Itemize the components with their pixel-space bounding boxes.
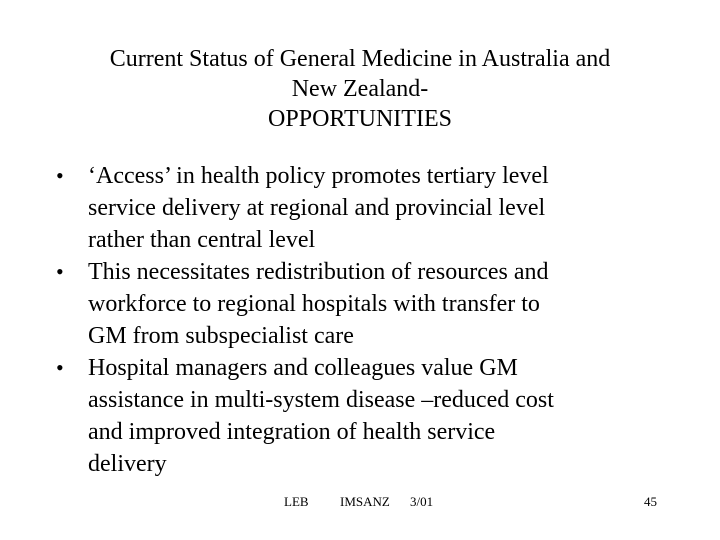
footer-date: 3/01 [410,494,434,509]
footer-author: LEB [284,494,309,509]
bullet-text-line: This necessitates redistribution of resources and [88,259,549,285]
bullet-icon: • [56,163,64,188]
bullet-item [56,256,676,352]
bullet-text-line: rather than central level [88,227,316,253]
bullet-item [56,160,676,256]
bullet-text-line: GM from subspecialist care [88,323,354,349]
footer-org: IMSANZ [340,494,390,509]
bullet-text-line: ‘Access’ in health policy promotes tertiary level [88,163,549,189]
bullet-icon: • [56,355,64,380]
bullet-list [56,160,676,480]
bullet-text-line: assistance in multi-system disease –reduced cost [88,387,554,413]
bullet-text-line: and improved integration of health service [88,419,496,445]
bullet-text-line: Hospital managers and colleagues value GM [88,355,518,381]
bullet-text-line: service delivery at regional and provincial level [88,195,546,221]
bullet-text-line: delivery [88,451,167,477]
bullet-text-line: workforce to regional hospitals with transfer to [88,291,540,317]
bullet-icon: • [56,259,64,284]
title-line: New Zealand- [291,76,429,102]
bullet-item [56,352,676,480]
slide-title [40,44,680,134]
page-number: 45 [644,494,657,509]
title-line: OPPORTUNITIES [268,106,452,132]
title-line: Current Status of General Medicine in Australia and [109,46,611,72]
